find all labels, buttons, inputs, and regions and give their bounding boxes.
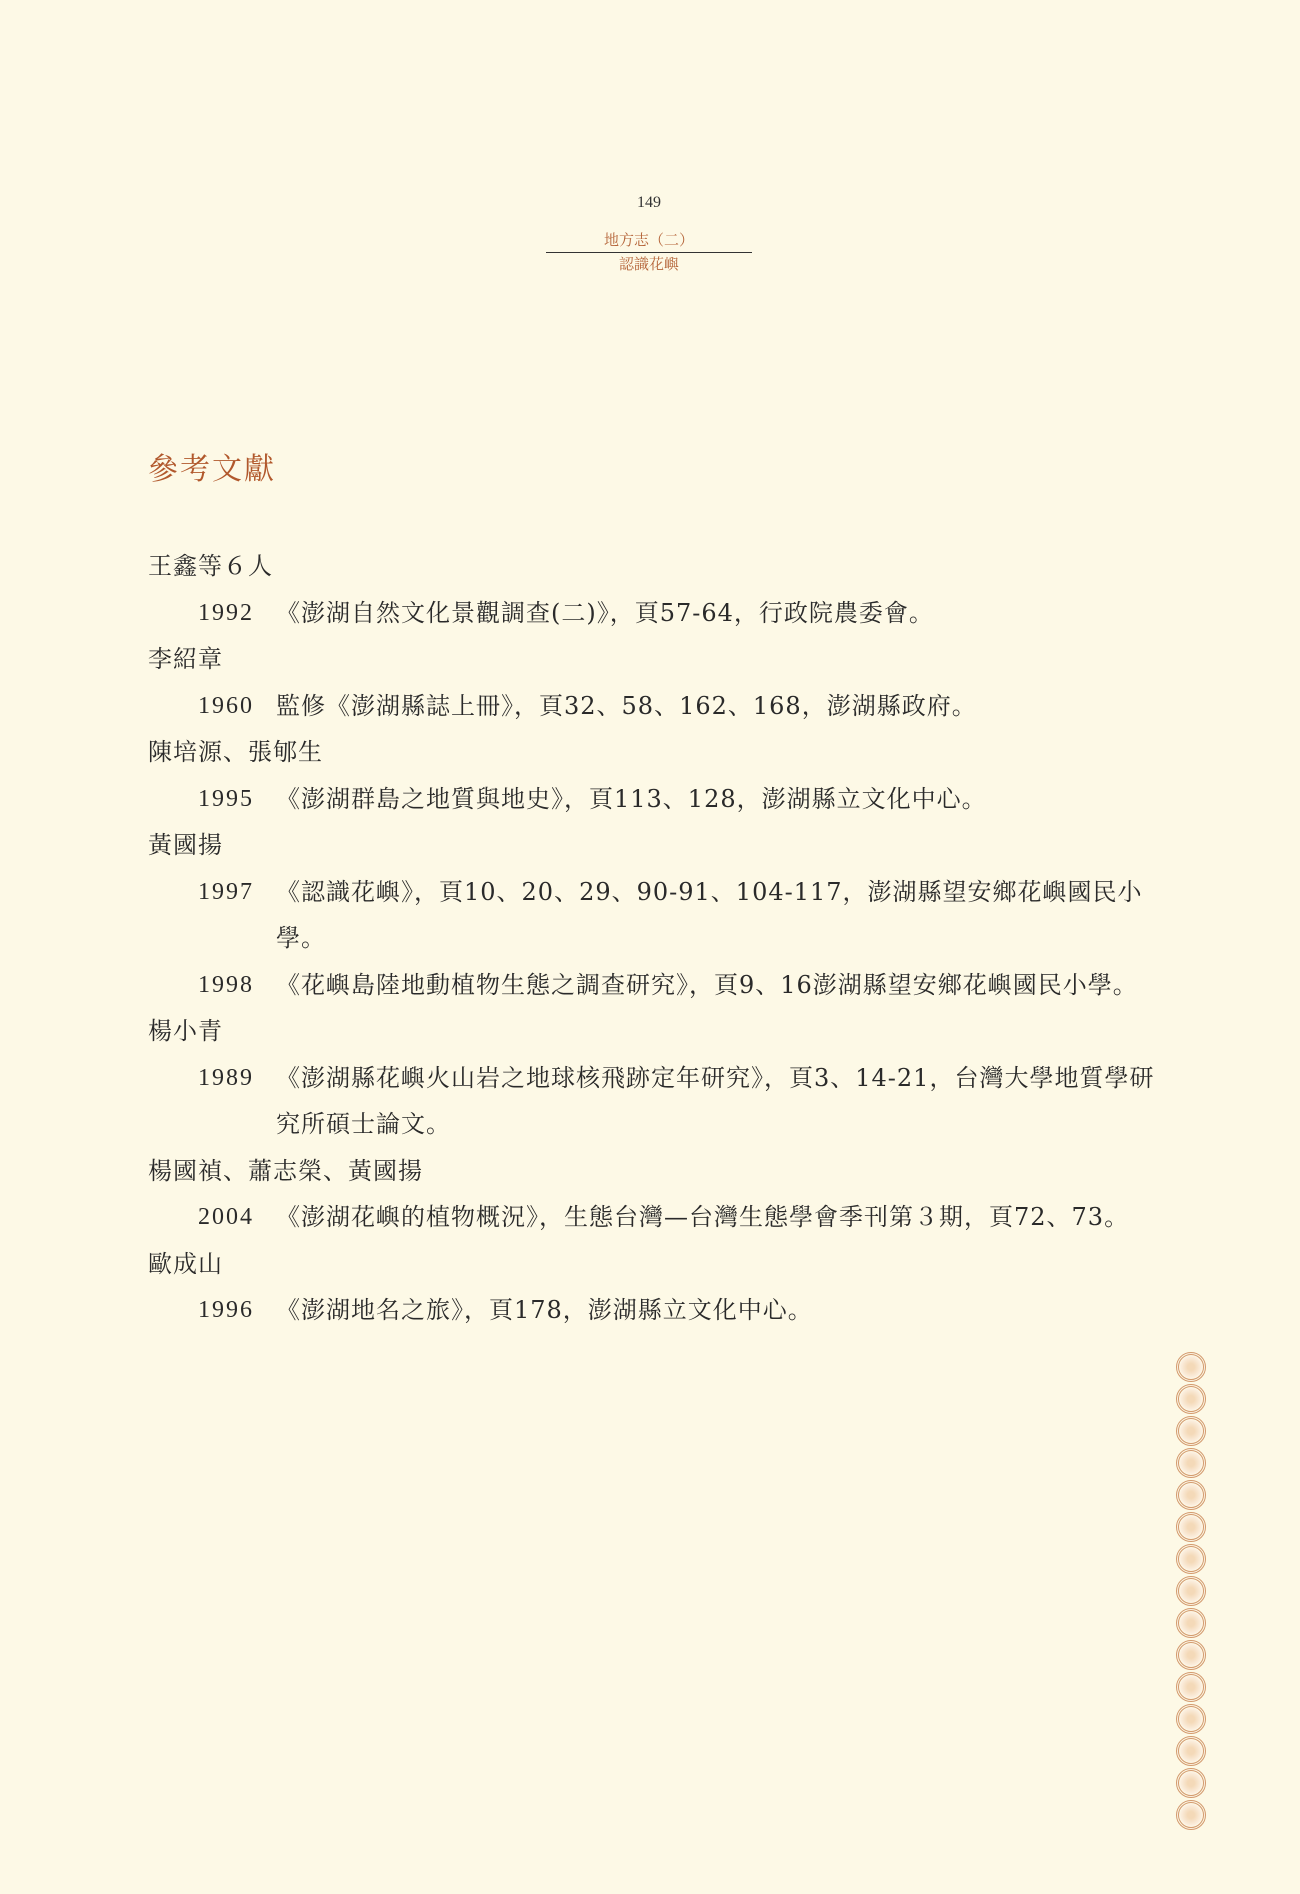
decorative-circle-icon xyxy=(1176,1384,1206,1414)
reference-group xyxy=(148,1241,1168,1334)
decorative-circle-icon xyxy=(1176,1736,1206,1766)
decorative-circle-icon xyxy=(1176,1768,1206,1798)
decorative-circle-icon xyxy=(1176,1608,1206,1638)
reference-text: 《認識花嶼》，頁10、20、29、90-91、104-117，澎湖縣望安鄉花嶼國民小學。 xyxy=(276,877,1143,952)
reference-group xyxy=(148,636,1168,729)
reference-author: 楊國禎、蕭志榮、黃國揚 xyxy=(148,1156,423,1185)
reference-author: 陳培源、張郇生 xyxy=(148,738,323,766)
running-title-series: 地方志（二） xyxy=(546,230,752,253)
reference-group xyxy=(148,822,1168,1008)
reference-group xyxy=(148,543,1168,636)
reference-year: 1992 xyxy=(198,599,254,626)
decorative-circle-icon xyxy=(1176,1352,1206,1382)
reference-group xyxy=(148,729,1168,822)
decorative-circle-icon xyxy=(1176,1576,1206,1606)
reference-year: 1989 xyxy=(198,1064,254,1091)
reference-year: 1995 xyxy=(198,785,254,812)
reference-text: 《澎湖群島之地質與地史》，頁113、128，澎湖縣立文化中心。 xyxy=(276,784,987,813)
reference-author: 歐成山 xyxy=(148,1249,223,1278)
decorative-circle-icon xyxy=(1176,1704,1206,1734)
reference-entry xyxy=(148,683,1168,730)
decorative-circle-icon xyxy=(1176,1448,1206,1478)
reference-year: 1960 xyxy=(198,692,254,719)
decorative-circle-icon xyxy=(1176,1640,1206,1670)
reference-entry xyxy=(148,776,1168,823)
decorative-circle-icon xyxy=(1176,1512,1206,1542)
reference-year: 1998 xyxy=(198,971,254,998)
reference-entry xyxy=(148,590,1168,637)
page-header xyxy=(546,190,752,275)
reference-group xyxy=(148,1008,1168,1148)
reference-author: 王鑫等６人 xyxy=(148,552,273,580)
reference-entry xyxy=(148,962,1168,1009)
reference-year: 1996 xyxy=(198,1297,254,1323)
decorative-circle-icon xyxy=(1176,1800,1206,1830)
reference-group xyxy=(148,1148,1168,1241)
reference-entry xyxy=(148,1194,1168,1241)
reference-entry xyxy=(148,1055,1168,1148)
reference-text: 《澎湖地名之旅》，頁178，澎湖縣立文化中心。 xyxy=(276,1296,813,1324)
decorative-circle-icon xyxy=(1176,1672,1206,1702)
decorative-circle-icon xyxy=(1176,1416,1206,1446)
reference-author: 楊小青 xyxy=(148,1017,223,1045)
reference-entry xyxy=(148,869,1168,962)
reference-text: 《澎湖縣花嶼火山岩之地球核飛跡定年研究》，頁3、14-21，台灣大學地質學研究所碩士論文。 xyxy=(276,1063,1155,1138)
reference-text: 《花嶼島陸地動植物生態之調查研究》，頁9、16澎湖縣望安鄉花嶼國民小學。 xyxy=(276,970,1138,999)
reference-entry xyxy=(148,1287,1168,1334)
reference-author: 李紹章 xyxy=(148,645,223,673)
page-number: 149 xyxy=(637,194,661,211)
decorative-circle-icon xyxy=(1176,1544,1206,1574)
reference-year: 2004 xyxy=(198,1204,254,1230)
reference-list xyxy=(148,543,1168,1334)
section-title: 參考文獻 xyxy=(148,452,276,487)
reference-text: 監修《澎湖縣誌上冊》，頁32、58、162、168，澎湖縣政府。 xyxy=(276,691,977,720)
reference-author: 黃國揚 xyxy=(148,831,223,859)
decorative-circle-border xyxy=(1176,1352,1212,1832)
reference-year: 1997 xyxy=(198,878,254,905)
running-title-book: 認識花嶼 xyxy=(618,255,679,273)
reference-text: 《澎湖花嶼的植物概況》，生態台灣—台灣生態學會季刊第３期，頁72、73。 xyxy=(276,1203,1130,1231)
reference-text: 《澎湖自然文化景觀調查(二)》，頁57-64，行政院農委會。 xyxy=(276,598,934,627)
decorative-circle-icon xyxy=(1176,1480,1206,1510)
